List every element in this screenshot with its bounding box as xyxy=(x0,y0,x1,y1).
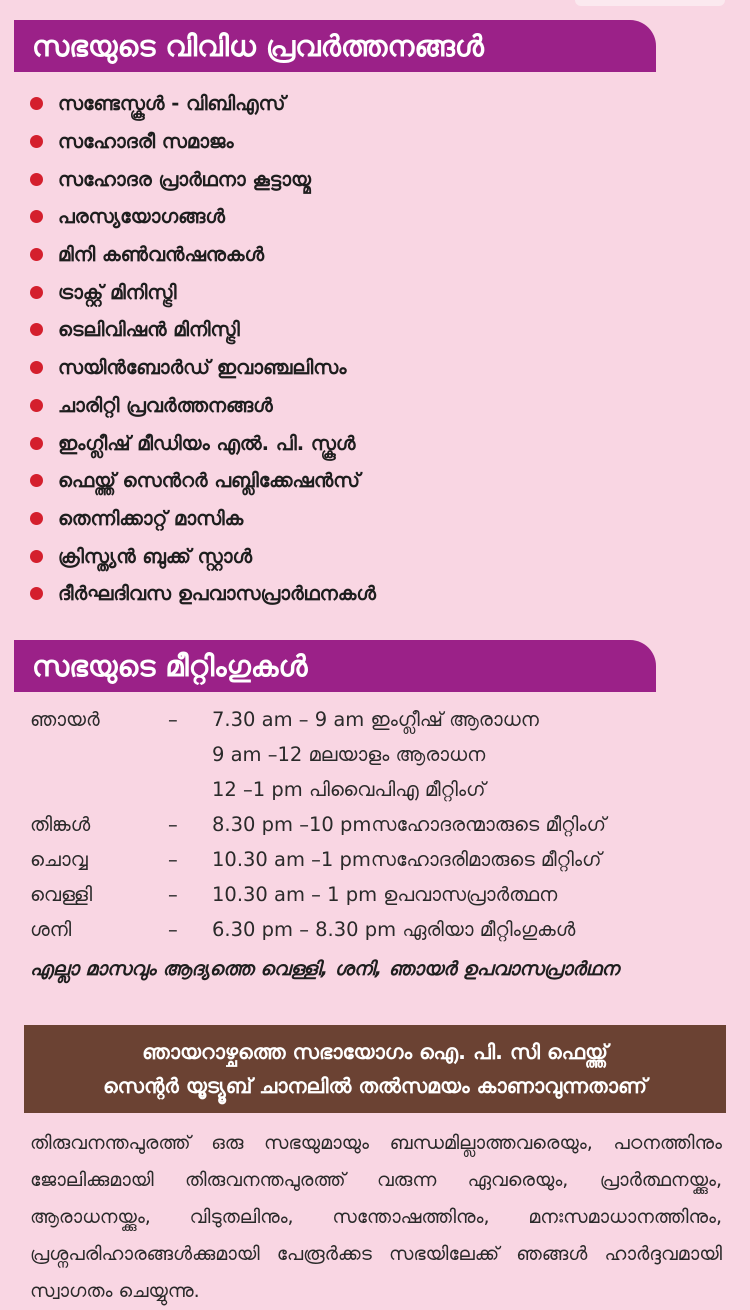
meeting-day: ശനി xyxy=(30,918,72,941)
list-item xyxy=(30,575,730,613)
activity-label: സണ്ടേസ്കൂൾ - വിബിഎസ് xyxy=(58,92,286,116)
bullet-icon xyxy=(30,399,43,412)
activity-label: ചാരിറ്റി പ്രവർത്തനങ്ങൾ xyxy=(58,393,273,417)
meeting-time: 10.30 am – 1 pm ഉപവാസപ്രാർത്ഥന xyxy=(212,883,558,906)
bullet-icon xyxy=(30,286,43,299)
activity-label: ഇംഗ്ലീഷ് മീഡിയം എൽ. പി. സ്കൂൾ xyxy=(58,431,356,455)
activity-label: സഹോദരീ സമാജം xyxy=(58,130,234,154)
meeting-row xyxy=(30,912,735,947)
welcome-paragraph: തിരുവനന്തപുരത്ത് ഒരു സഭയുമായും ബന്ധമില്ലാത്തവരെയും, പഠനത്തിനും ജോലിക്കുമായി തിരുവനന്തപുരത്ത് വരുന്ന ഏവരെയും, പ്രാർത്ഥനയ്ക്കും, ആരാധനയ്ക്കും, വിടുതലിനും, സന്തോഷത്തിനും, മനഃസമാധാനത്തിനും, പ്രശ്നപരിഹാരങ്ങൾക്കുമായി പേരൂർക്കട സഭയിലേക്ക് ഞങ്ങൾ ഹാർദ്ദവമായി സ്വാഗതം ചെയ്യുന്നു. xyxy=(30,1132,722,1302)
activity-label: തെന്നിക്കാറ്റ് മാസിക xyxy=(58,506,244,530)
activity-label: ക്രിസ്ത്യൻ ബുക്ക് സ്റ്റാൾ xyxy=(58,544,253,568)
banner-line-2: സെന്റർ യൂട്യൂബ് ചാനലിൽ തൽസമയം കാണാവുന്നതാണ് xyxy=(103,1074,647,1098)
activities-heading: സഭയുടെ വിവിധ പ്രവർത്തനങ്ങൾ xyxy=(14,20,656,72)
activity-label: സഹോദര പ്രാർഥനാ കൂട്ടായ്മ xyxy=(58,167,311,191)
meeting-row xyxy=(30,737,735,772)
bullet-icon xyxy=(30,248,43,261)
list-item xyxy=(30,85,730,123)
meeting-time: 6.30 pm – 8.30 pm ഏരിയാ മീറ്റിംഗുകൾ xyxy=(212,918,576,941)
bullet-icon xyxy=(30,587,43,600)
monthly-fasting-note: എല്ലാ മാസവും ആദ്യത്തെ വെള്ളി, ശനി, ഞായർ ഉപവാസപ്രാർഥന xyxy=(30,958,619,980)
list-item xyxy=(30,273,730,311)
meetings-heading: സഭയുടെ മീറ്റിംഗുകൾ xyxy=(14,640,656,692)
list-item xyxy=(30,537,730,575)
meeting-dash: – xyxy=(168,708,178,731)
top-decoration xyxy=(575,0,725,6)
meeting-dash: – xyxy=(168,883,178,906)
youtube-live-banner xyxy=(24,1025,726,1113)
bullet-icon xyxy=(30,210,43,223)
meeting-time: 8.30 pm –10 pmസഹോദരന്മാരുടെ മീറ്റിംഗ് xyxy=(212,813,607,836)
banner-line-1: ഞായറാഴ്ചത്തെ സഭായോഗം ഐ. പി. സി ഫെയ്ത്ത് xyxy=(142,1040,608,1064)
activity-label: മിനി കൺവൻഷനുകൾ xyxy=(58,243,265,267)
activity-label: ഫെയ്ത്ത് സെൻറർ പബ്ലിക്കേഷൻസ് xyxy=(58,469,360,493)
bullet-icon xyxy=(30,512,43,525)
meeting-dash: – xyxy=(168,848,178,871)
meeting-dash: – xyxy=(168,918,178,941)
list-item xyxy=(30,387,730,425)
activity-label: സയിൻബോർഡ് ഇവാഞ്ചലിസം xyxy=(58,356,347,380)
activity-label: ദീർഘദിവസ ഉപവാസപ്രാർഥനകൾ xyxy=(58,582,376,606)
list-item xyxy=(30,500,730,538)
bullet-icon xyxy=(30,550,43,563)
meetings-schedule xyxy=(30,702,735,947)
meeting-day: ചൊവ്വ xyxy=(30,848,88,871)
meeting-time: 10.30 am –1 pmസഹോദരിമാരുടെ മീറ്റിംഗ് xyxy=(212,848,602,871)
activity-label: പരസ്യയോഗങ്ങൾ xyxy=(58,205,225,229)
meeting-day: തിങ്കൾ xyxy=(30,813,91,836)
bullet-icon xyxy=(30,97,43,110)
meeting-time: 7.30 am – 9 am ഇംഗ്ലീഷ് ആരാധന xyxy=(212,708,539,731)
list-item xyxy=(30,123,730,161)
meeting-row xyxy=(30,842,735,877)
bullet-icon xyxy=(30,437,43,450)
meeting-time: 12 –1 pm പിവൈപിഎ മീറ്റിംഗ് xyxy=(212,778,486,801)
bullet-icon xyxy=(30,323,43,336)
meeting-time: 9 am –12 മലയാളം ആരാധന xyxy=(212,743,486,766)
list-item xyxy=(30,311,730,349)
list-item xyxy=(30,462,730,500)
meeting-dash: – xyxy=(168,813,178,836)
list-item xyxy=(30,236,730,274)
list-item xyxy=(30,198,730,236)
meeting-row xyxy=(30,807,735,842)
activities-list xyxy=(30,85,730,613)
activity-label: ട്രാക്റ്റ് മിനിസ്ട്രി xyxy=(58,280,177,304)
bullet-icon xyxy=(30,361,43,374)
meeting-row xyxy=(30,877,735,912)
bullet-icon xyxy=(30,474,43,487)
list-item xyxy=(30,349,730,387)
meeting-day: വെള്ളി xyxy=(30,883,93,906)
list-item xyxy=(30,160,730,198)
bullet-icon xyxy=(30,135,43,148)
activity-label: ടെലിവിഷൻ മിനിസ്ട്രി xyxy=(58,318,240,342)
list-item xyxy=(30,424,730,462)
bullet-icon xyxy=(30,173,43,186)
meeting-day: ഞായർ xyxy=(30,708,100,731)
meeting-row xyxy=(30,702,735,737)
meeting-row xyxy=(30,772,735,807)
